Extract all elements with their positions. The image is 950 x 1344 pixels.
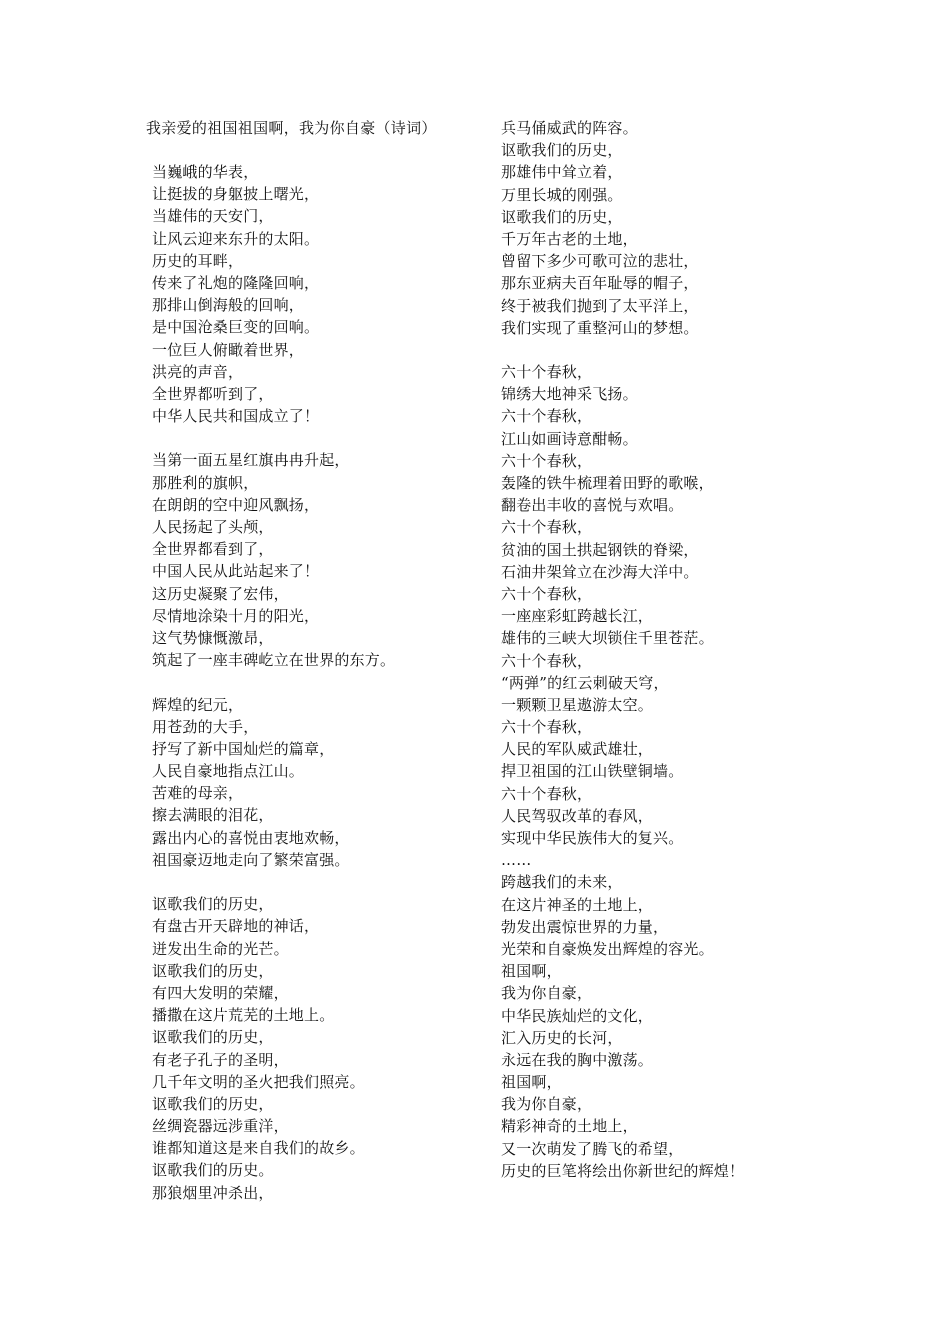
poem-line: 尽情地涂染十月的阳光，: [152, 606, 320, 625]
stanza-gap: [152, 427, 395, 449]
poem-title: 我亲爱的祖国祖国啊，我为你自豪（诗词）: [146, 119, 437, 137]
poem-line: 苦难的母亲，: [152, 784, 244, 803]
poem-line: 祖国豪迈地走向了繁荣富强。: [152, 850, 350, 869]
stanza: [501, 361, 744, 1182]
poem-line: 人民自豪地指点江山。: [152, 762, 305, 781]
poem-line: 人民驾驭改革的春风，: [501, 806, 654, 825]
stanza-gap: [152, 671, 395, 693]
poem-line: 石油井架耸立在沙海大洋中。: [501, 562, 699, 581]
poem-line: 这气势慷慨激昂，: [152, 628, 274, 647]
poem-line: 当巍峨的华表，: [152, 163, 259, 181]
poem-line: 全世界都看到了，: [152, 540, 274, 559]
poem-line: 六十个春秋，: [501, 584, 593, 603]
poem-line: 六十个春秋，: [501, 784, 593, 803]
poem-line: 跨越我们的未来，: [501, 873, 623, 892]
poem-line: 人民的军队威武雄壮，: [501, 740, 654, 759]
poem-line: 六十个春秋，: [501, 718, 593, 737]
poem-line: 讴歌我们的历史，: [152, 1028, 274, 1047]
stanza: [152, 449, 395, 671]
left-column: [152, 161, 395, 1204]
poem-line: 六十个春秋，: [501, 518, 593, 537]
poem-line: 用苍劲的大手，: [152, 717, 259, 736]
poem-line: 人民扬起了头颅，: [152, 518, 274, 536]
poem-line: 丝绸瓷器远涉重洋，: [152, 1117, 289, 1136]
poem-line: 精彩神奇的土地上，: [501, 1117, 638, 1136]
poem-line: 永远在我的胸中激荡。: [501, 1050, 654, 1069]
poem-line: 有四大发明的荣耀，: [152, 983, 289, 1002]
poem-line: 贫油的国土拱起钢铁的脊梁，: [501, 540, 699, 559]
poem-line: 一位巨人俯瞰着世界，: [152, 340, 305, 359]
poem-line: 一颗颗卫星遨游太空。: [501, 695, 654, 714]
stanza: [152, 161, 395, 427]
poem-line: 捍卫祖国的江山铁壁铜墙。: [501, 762, 684, 781]
poem-line: 六十个春秋，: [501, 407, 593, 426]
poem-line: 讴歌我们的历史。: [152, 1161, 274, 1180]
poem-line: 中国人民从此站起来了！: [152, 562, 320, 581]
poem-line: 讴歌我们的历史，: [501, 207, 623, 226]
poem-line: 让挺拔的身躯披上曙光，: [152, 185, 320, 204]
poem-line: 那胜利的旗帜，: [152, 473, 259, 492]
poem-line: 有盘古开天辟地的神话，: [152, 917, 320, 936]
poem-line: 洪亮的声音，: [152, 362, 244, 381]
poem-line: 露出内心的喜悦由衷地欢畅，: [152, 828, 350, 847]
poem-line: 我为你自豪，: [501, 984, 593, 1003]
poem-line: 我们实现了重整河山的梦想。: [501, 318, 699, 337]
poem-line: 是中国沧桑巨变的回响。: [152, 318, 320, 337]
stanza: [152, 893, 395, 1204]
poem-line: 讴歌我们的历史，: [152, 895, 274, 914]
poem-line: 千万年古老的土地，: [501, 229, 638, 248]
right-column: [501, 117, 744, 1182]
poem-line: 这历史凝聚了宏伟，: [152, 584, 289, 603]
poem-line: 迸发出生命的光芒。: [152, 939, 289, 958]
poem-line: 翻卷出丰收的喜悦与欢唱。: [501, 496, 684, 515]
poem-line: 在这片神圣的土地上，: [501, 895, 654, 914]
poem-line: 几千年文明的圣火把我们照亮。: [152, 1072, 365, 1091]
poem-line: 万里长城的刚强。: [501, 185, 623, 204]
stanza: [152, 694, 395, 872]
poem-line: 曾留下多少可歌可泣的悲壮，: [501, 252, 699, 271]
poem-line: 传来了礼炮的隆隆回响，: [152, 273, 320, 292]
stanza: [501, 117, 744, 339]
poem-line: 那排山倒海般的回响，: [152, 296, 305, 315]
poem-line: 祖国啊，: [501, 1073, 562, 1092]
poem-line: ……: [501, 851, 532, 870]
poem-line: 抒写了新中国灿烂的篇章，: [152, 739, 335, 758]
poem-line: 当雄伟的天安门，: [152, 207, 274, 226]
poem-line: 雄伟的三峡大坝锁住千里苍茫。: [501, 629, 714, 648]
poem-line: 轰隆的铁牛梳理着田野的歌喉，: [501, 474, 714, 492]
poem-line: 那东亚病夫百年耻辱的帽子，: [501, 274, 699, 293]
poem-line: 筑起了一座丰碑屹立在世界的东方。: [152, 651, 396, 670]
poem-line: 让风云迎来东升的太阳。: [152, 229, 320, 248]
poem-line: 我为你自豪，: [501, 1095, 593, 1114]
poem-line: 六十个春秋，: [501, 651, 593, 670]
poem-line: 六十个春秋，: [501, 451, 593, 470]
poem-line: 讴歌我们的历史，: [152, 961, 274, 980]
poem-line: 中华民族灿烂的文化，: [501, 1006, 654, 1025]
poem-line: 终于被我们抛到了太平洋上，: [501, 296, 699, 315]
poem-line: 有老子孔子的圣明，: [152, 1050, 289, 1069]
stanza-gap: [501, 339, 744, 361]
poem-line: 当第一面五星红旗冉冉升起，: [152, 451, 350, 470]
poem-line: 一座座彩虹跨越长江，: [501, 607, 654, 626]
poem-line: 六十个春秋，: [501, 363, 593, 382]
poem-line: “两弹”的红云刺破天穹，: [501, 673, 669, 692]
poem-line: 播撒在这片荒芜的土地上。: [152, 1006, 335, 1025]
stanza-gap: [152, 871, 395, 893]
poem-line: 历史的巨笔将绘出你新世纪的辉煌！: [501, 1161, 745, 1180]
poem-line: 擦去满眼的泪花，: [152, 806, 274, 825]
poem-line: 汇入历史的长河，: [501, 1028, 623, 1047]
poem-line: 江山如画诗意酣畅。: [501, 429, 638, 448]
poem-line: 光荣和自豪焕发出辉煌的容光。: [501, 939, 714, 958]
poem-line: 全世界都听到了，: [152, 384, 274, 403]
poem-line: 那狼烟里冲杀出，: [152, 1183, 274, 1202]
poem-line: 在朗朗的空中迎风飘扬，: [152, 495, 320, 514]
poem-line: 实现中华民族伟大的复兴。: [501, 829, 684, 847]
poem-line: 兵马俑威武的阵容。: [501, 119, 638, 137]
poem-line: 谁都知道这是来自我们的故乡。: [152, 1139, 365, 1158]
poem-line: 又一次萌发了腾飞的希望，: [501, 1139, 684, 1158]
poem-line: 勃发出震惊世界的力量，: [501, 917, 669, 936]
poem-line: 中华人民共和国成立了！: [152, 407, 320, 426]
poem-line: 讴歌我们的历史，: [152, 1094, 274, 1113]
poem-line: 讴歌我们的历史，: [501, 141, 623, 160]
poem-line: 那雄伟中耸立着，: [501, 163, 623, 182]
poem-line: 祖国啊，: [501, 962, 562, 981]
poem-line: 锦绣大地神采飞扬。: [501, 385, 638, 404]
poem-line: 辉煌的纪元，: [152, 695, 244, 714]
poem-line: 历史的耳畔，: [152, 251, 244, 270]
